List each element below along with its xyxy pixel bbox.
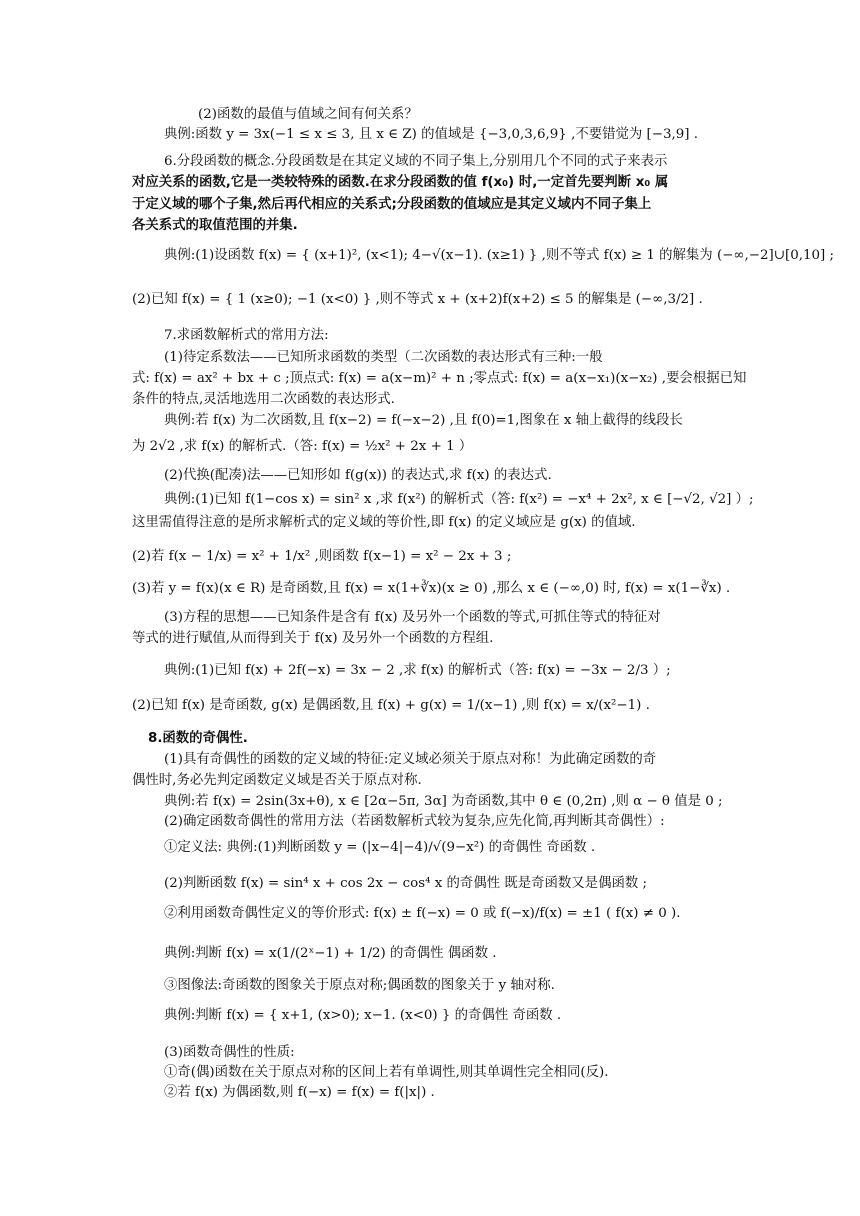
text-line: 为 2√2 ,求 f(x) 的解析式.（答: f(x) = ½x² + 2x + 1 ） xyxy=(132,439,473,454)
text-line: ①定义法: 典例:(1)判断函数 y = (|x−4|−4)/√(9−x²) 的奇偶性 奇函数 . xyxy=(164,840,596,855)
text-line: 7.求函数解析式的常用方法: xyxy=(164,328,329,343)
text-line: ③图像法:奇函数的图象关于原点对称;偶函数的图象关于 y 轴对称. xyxy=(164,978,555,993)
text-line: 6.分段函数的概念.分段函数是在其定义域的不同子集上,分别用几个不同的式子来表示 xyxy=(164,154,668,169)
text-line: 对应关系的函数,它是一类较特殊的函数.在求分段函数的值 f(x₀) 时,一定首先要判断 x₀ 属 xyxy=(132,175,669,190)
text-line: 典例:若 f(x) 为二次函数,且 f(x−2) = f(−x−2) ,且 f(0)=1,图象在 x 轴上截得的线段长 xyxy=(164,413,683,428)
text-line: (2)确定函数奇偶性的常用方法（若函数解析式较为复杂,应先化简,再判断其奇偶性）: xyxy=(164,814,665,829)
text-line: (3)方程的思想——已知条件是含有 f(x) 及另外一个函数的等式,可抓住等式的特征对 xyxy=(164,610,661,625)
text-line: 于定义域的哪个子集,然后再代相应的关系式;分段函数的值域应是其定义域内不同子集上 xyxy=(132,197,652,212)
text-line: (2)已知 f(x) = { 1 (x≥0); −1 (x<0) } ,则不等式 x + (x+2)f(x+2) ≤ 5 的解集是 (−∞,3/2] . xyxy=(132,292,703,307)
text-line: 各关系式的取值范围的并集. xyxy=(132,218,298,233)
text-line: (3)若 y = f(x)(x ∈ R) 是奇函数,且 f(x) = x(1+∛x)(x ≥ 0) ,那么 x ∈ (−∞,0) 时, f(x) = x(1−∛x) . xyxy=(132,581,731,596)
text-line: 典例:判断 f(x) = { x+1, (x>0); x−1. (x<0) } 的奇偶性 奇函数 . xyxy=(164,1008,562,1023)
text-line: (2)若 f(x − 1/x) = x² + 1/x² ,则函数 f(x−1) = x² − 2x + 3 ; xyxy=(132,549,512,564)
text-line: 这里需值得注意的是所求解析式的定义域的等价性,即 f(x) 的定义域应是 g(x) 的值域. xyxy=(132,515,636,530)
text-line: (2)判断函数 f(x) = sin⁴ x + cos 2x − cos⁴ x 的奇偶性 既是奇函数又是偶函数 ; xyxy=(164,876,648,891)
text-line: 条件的特点,灵活地选用二次函数的表达形式. xyxy=(132,392,395,407)
text-line: (2)已知 f(x) 是奇函数, g(x) 是偶函数,且 f(x) + g(x) = 1/(x−1) ,则 f(x) = x/(x²−1) . xyxy=(132,698,650,713)
text-line: 8.函数的奇偶性. xyxy=(148,731,248,746)
text-line: ①奇(偶)函数在关于原点对称的区间上若有单调性,则其单调性完全相同(反). xyxy=(164,1065,609,1080)
text-line: ②若 f(x) 为偶函数,则 f(−x) = f(x) = f(|x|) . xyxy=(164,1085,435,1100)
text-line: 典例:(1)设函数 f(x) = { (x+1)², (x<1); 4−√(x−1). (x≥1) } ,则不等式 f(x) ≥ 1 的解集为 (−∞,−2]∪[0,10] ; xyxy=(164,248,835,263)
text-line: 典例:(1)已知 f(1−cos x) = sin² x ,求 f(x²) 的解析式（答: f(x²) = −x⁴ + 2x², x ∈ [−√2, √2] ）; xyxy=(164,492,754,507)
text-line: (2)代换(配凑)法——已知形如 f(g(x)) 的表达式,求 f(x) 的表达式. xyxy=(164,468,552,483)
text-line: (3)函数奇偶性的性质: xyxy=(164,1045,295,1060)
text-line: 典例:(1)已知 f(x) + 2f(−x) = 3x − 2 ,求 f(x) 的解析式（答: f(x) = −3x − 2/3 ）; xyxy=(164,663,671,678)
text-line: (2)函数的最值与值域之间有何关系？ xyxy=(198,107,418,122)
text-line: 等式的进行赋值,从而得到关于 f(x) 及另外一个函数的方程组. xyxy=(132,631,494,646)
text-line: 典例:判断 f(x) = x(1/(2ˣ−1) + 1/2) 的奇偶性 偶函数 . xyxy=(164,946,497,961)
text-line: 式: f(x) = ax² + bx + c ;顶点式: f(x) = a(x−m)² + n ;零点式: f(x) = a(x−x₁)(x−x₂) ,要会根据已知 xyxy=(132,371,747,386)
text-line: 典例:若 f(x) = 2sin(3x+θ), x ∈ [2α−5π, 3α] 为奇函数,其中 θ ∈ (0,2π) ,则 α − θ 值是 0 ; xyxy=(164,794,723,809)
text-line: ②利用函数奇偶性定义的等价形式: f(x) ± f(−x) = 0 或 f(−x)/f(x) = ±1 ( f(x) ≠ 0 ). xyxy=(164,906,681,921)
text-line: 偶性时,务必先判定函数定义域是否关于原点对称. xyxy=(132,773,422,788)
text-line: 典例:函数 y = 3x(−1 ≤ x ≤ 3, 且 x ∈ Z) 的值域是 {−3,0,3,6,9} ,不要错觉为 [−3,9] . xyxy=(164,127,699,142)
text-line: (1)待定系数法——已知所求函数的类型（二次函数的表达形式有三种:一般 xyxy=(164,350,603,365)
text-line: (1)具有奇偶性的函数的定义域的特征:定义域必须关于原点对称！为此确定函数的奇 xyxy=(164,752,657,767)
